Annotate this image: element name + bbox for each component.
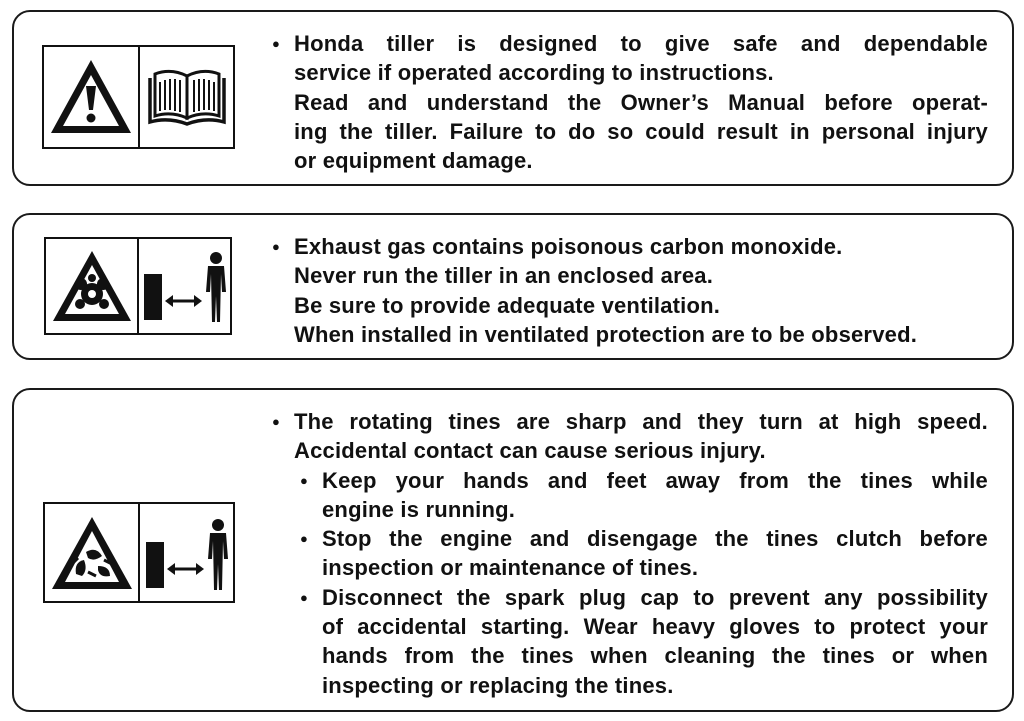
text-line: Never run the tiller in an enclosed area. [294,263,714,289]
safety-panel-manual [12,10,1014,186]
keep-distance-person-icon [139,239,230,333]
text-line: ● Exhaust gas contains poisonous carbon monoxide. [294,234,843,259]
safety-panel-exhaust [12,213,1014,360]
toxic-gas-warning-icon [46,239,139,333]
text-line: ● Honda tiller is designed to give safe and dependable [294,31,988,56]
safety-label-tines [43,502,235,603]
warning-triangle-icon [44,47,140,147]
text-line: service if operated according to instructions. [294,60,774,86]
panel-3-text [270,407,988,700]
text-line: ● The rotating tines are sharp and they turn at high speed. [294,409,988,434]
text-line: or equipment damage. [294,148,533,174]
keep-distance-person-icon [140,504,233,601]
sub-bullet-item [298,524,988,583]
bullet-item [270,232,988,349]
sub-bullet-item [298,466,988,525]
text-line: ● Stop the engine and disengage the tines clutch before [322,526,988,552]
text-line: hands from the tines when cleaning the tines or when [322,643,988,669]
text-line: When installed in ventilated protection are to be observed. [294,321,918,347]
text-line: ing the tiller. Failure to do so could result in personal injury [294,118,988,144]
bullet-item [270,407,988,466]
panel-1-text [270,29,988,175]
bullet-item [270,29,988,175]
sub-bullet-item [298,583,988,700]
text-line: Accidental contact can cause serious injury. [294,438,766,464]
text-line: of accidental starting. Wear heavy gloves to protect your [322,614,988,640]
text-line: ● Disconnect the spark plug cap to prevent any possibility [322,584,988,610]
text-line: Be sure to provide adequate ventilation. [294,292,721,318]
safety-label-manual [42,45,235,149]
text-line: inspecting or replacing the tines. [322,672,674,698]
text-line: engine is running. [322,496,516,522]
text-line: ● Keep your hands and feet away from the tines while [322,467,988,493]
text-line: Read and understand the Owner’s Manual before operat- [294,89,988,115]
safety-panel-tines [12,388,1014,712]
text-line: inspection or maintenance of tines. [322,555,699,581]
owners-manual-book-icon [140,47,233,147]
panel-2-text [270,232,988,349]
safety-label-exhaust [44,237,232,335]
rotating-tines-warning-icon [45,504,140,601]
